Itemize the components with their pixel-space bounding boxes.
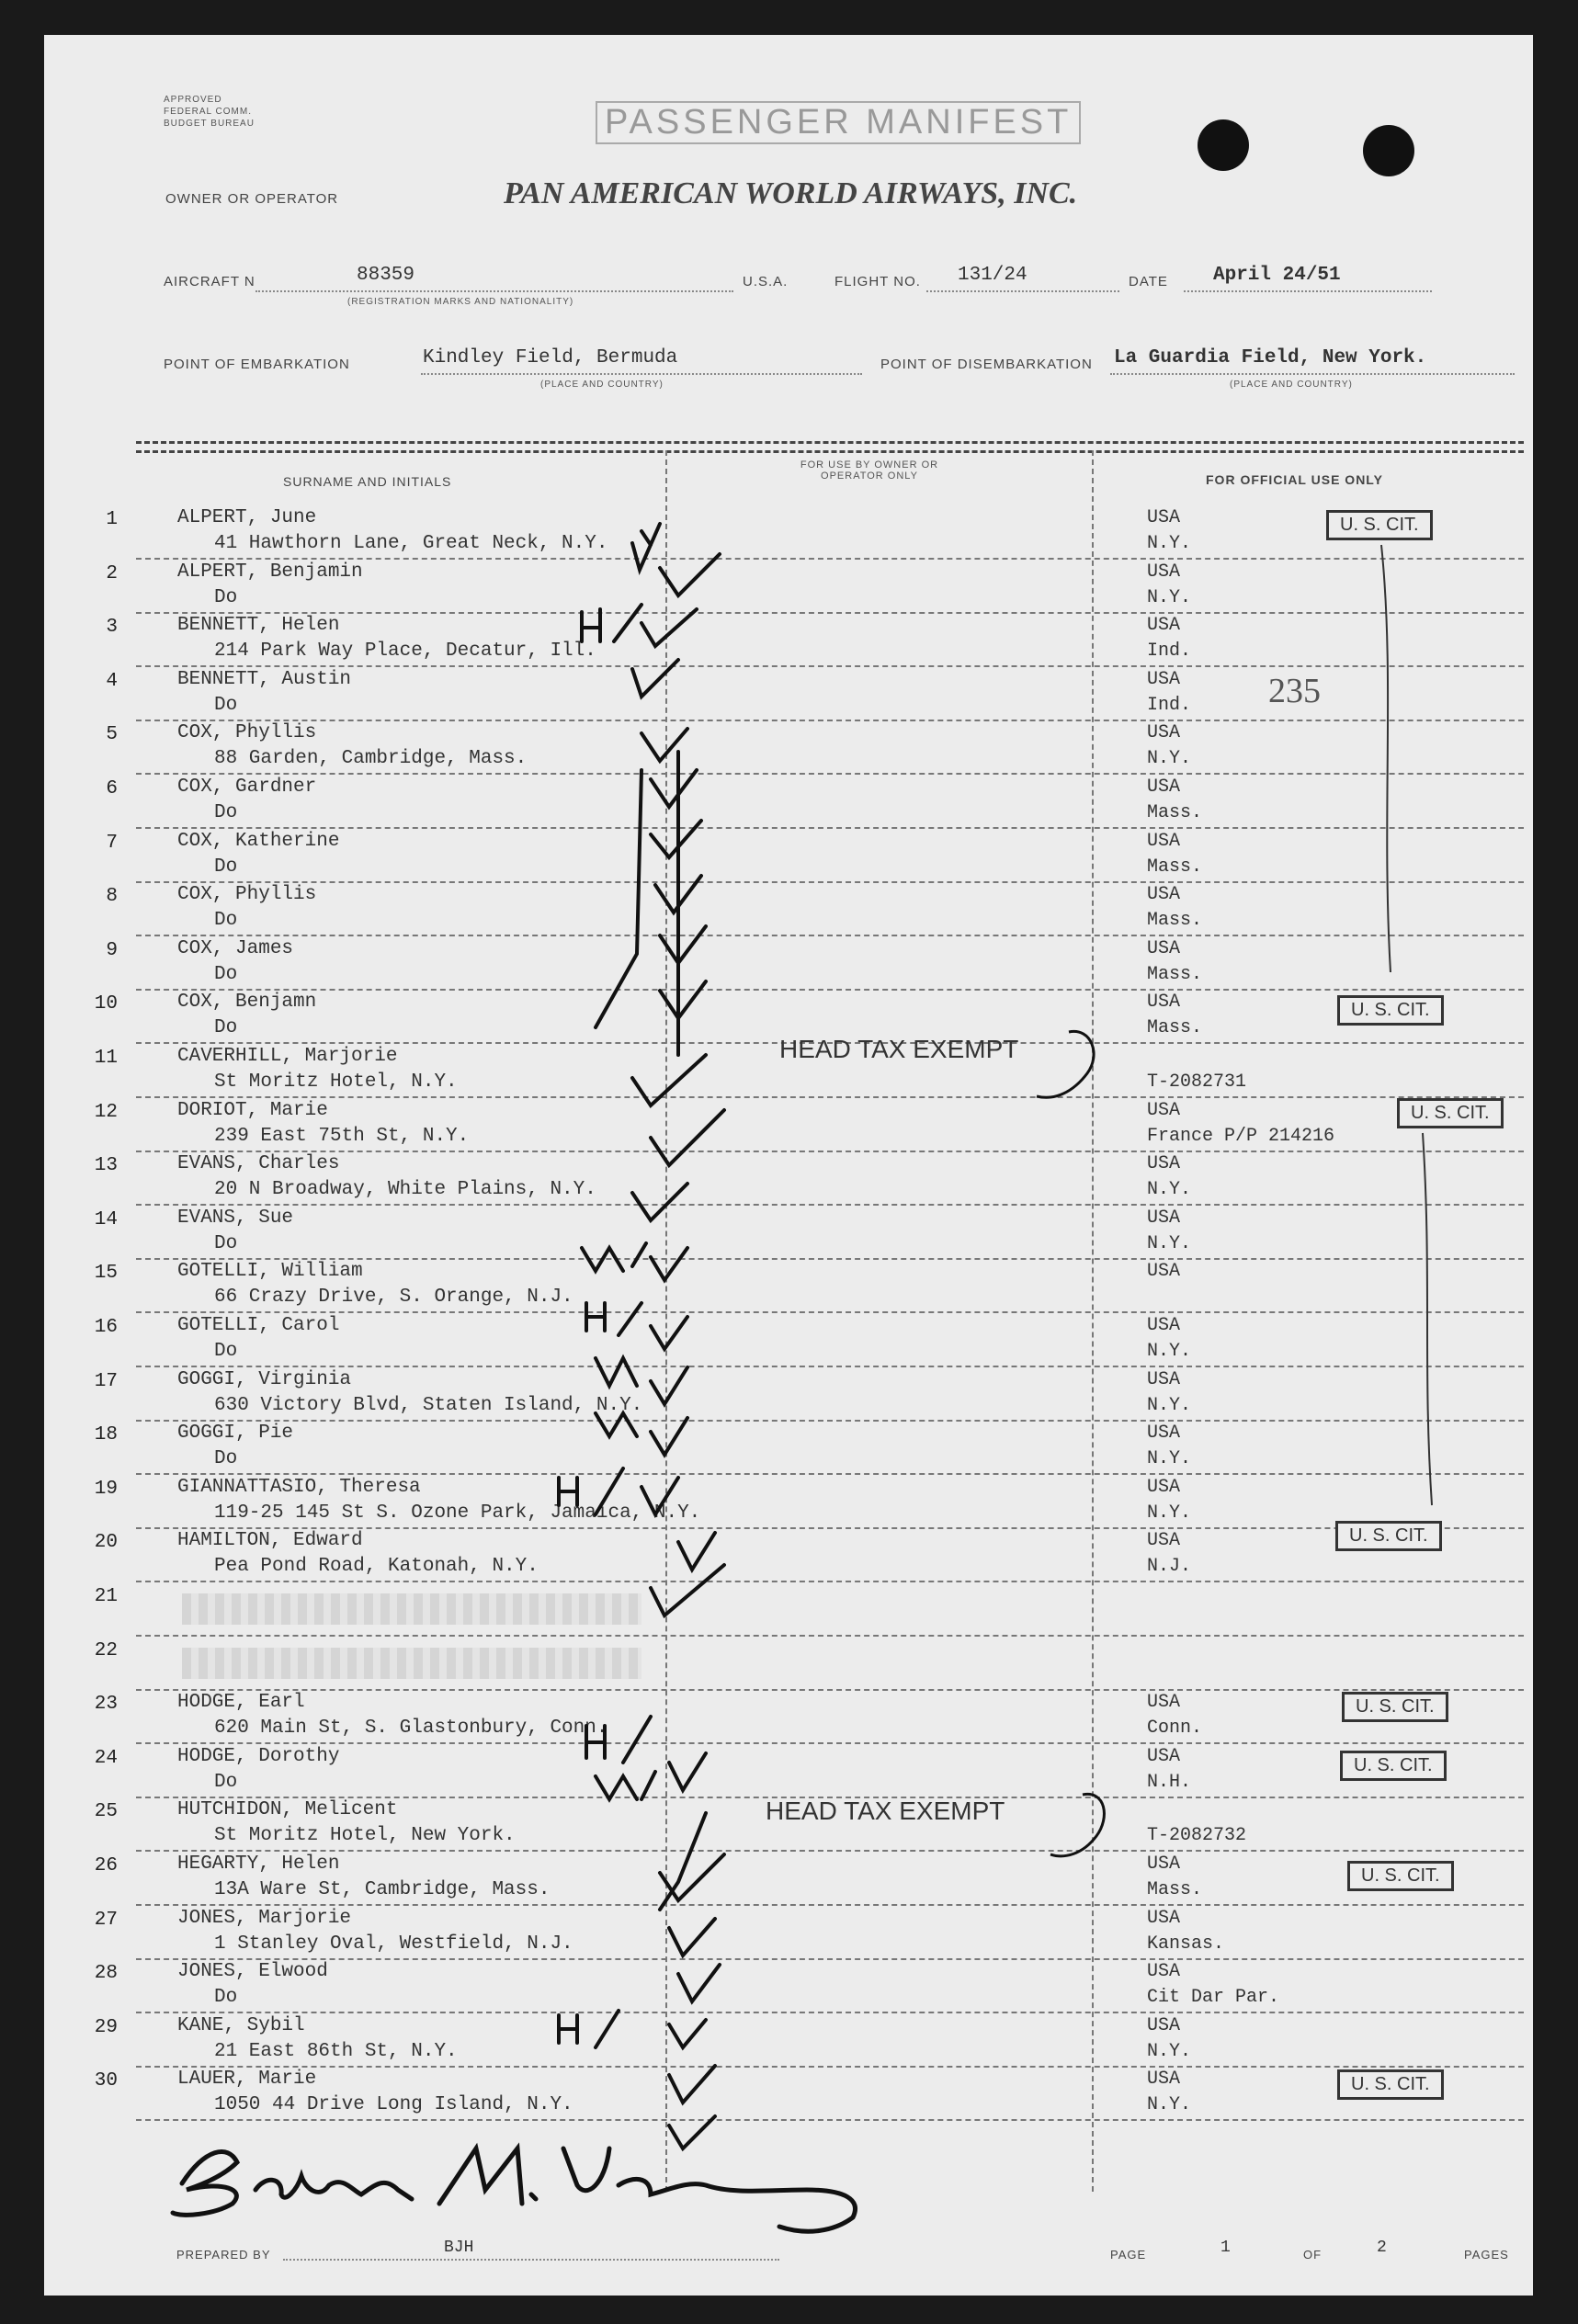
checkmark-icon xyxy=(651,1248,687,1280)
official-residence: Mass. xyxy=(1147,802,1203,823)
row-number: 9 xyxy=(106,940,118,961)
row-number: 3 xyxy=(106,617,118,638)
date-value: April 24/51 xyxy=(1213,265,1341,286)
official-nationality: USA xyxy=(1147,561,1181,583)
official-residence: Cit Dar Par. xyxy=(1147,1987,1280,2008)
disembark-label: POINT OF DISEMBARKATION xyxy=(880,357,1093,372)
checkmark-icon xyxy=(669,2066,715,2103)
official-residence: Mass. xyxy=(1147,1879,1203,1900)
row-number: 25 xyxy=(94,1801,118,1822)
pages-label: PAGES xyxy=(1464,2248,1509,2262)
official-residence: Mass. xyxy=(1147,910,1203,931)
checkmark-icon xyxy=(632,660,678,697)
passenger-name: COX, Benjamn xyxy=(177,992,317,1013)
passenger-name: COX, Phyllis xyxy=(177,884,317,905)
checkmark-icon xyxy=(632,524,660,570)
row-number: 13 xyxy=(94,1155,118,1176)
row-number: 28 xyxy=(94,1963,118,1984)
official-residence: N.Y. xyxy=(1147,1448,1192,1469)
embark-label: POINT OF EMBARKATION xyxy=(164,357,350,372)
passenger-name: HEGARTY, Helen xyxy=(177,1854,340,1875)
passenger-address: 239 East 75th St, N.Y. xyxy=(214,1126,470,1147)
page-value: 1 xyxy=(1220,2239,1231,2257)
embark-sublabel: (PLACE AND COUNTRY) xyxy=(540,380,664,390)
row-number: 8 xyxy=(106,886,118,907)
passenger-name: EVANS, Sue xyxy=(177,1207,294,1229)
row-number: 5 xyxy=(106,724,118,745)
passenger-address: 41 Hawthorn Lane, Great Neck, N.Y. xyxy=(214,533,608,554)
passenger-name: GIANNATTASIO, Theresa xyxy=(177,1477,421,1498)
checkmark-icon xyxy=(651,1367,687,1404)
manifest-sheet xyxy=(44,35,1533,2296)
passenger-address: Do xyxy=(214,964,238,985)
official-residence: N.Y. xyxy=(1147,1179,1192,1200)
passenger-name: HUTCHIDON, Melicent xyxy=(177,1799,398,1820)
row-number: 26 xyxy=(94,1855,118,1876)
column-header-official: FOR OFFICIAL USE ONLY xyxy=(1206,472,1383,487)
us-cit-stamp: U. S. CIT. xyxy=(1335,1521,1442,1551)
passenger-name: JONES, Elwood xyxy=(177,1961,328,1982)
handwritten-wf-mark xyxy=(596,1772,655,1799)
approval-line: FEDERAL COMM. xyxy=(164,107,252,117)
row-number: 30 xyxy=(94,2070,118,2092)
checkmark-icon xyxy=(651,1317,687,1349)
row-number: 6 xyxy=(106,778,118,799)
official-residence: Ind. xyxy=(1147,641,1192,662)
official-nationality: USA xyxy=(1147,1100,1181,1121)
handwritten-h-mark xyxy=(582,605,641,641)
row-number: 7 xyxy=(106,833,118,854)
official-nationality: USA xyxy=(1147,1530,1181,1551)
date-label: DATE xyxy=(1129,274,1168,289)
official-nationality: USA xyxy=(1147,669,1181,690)
official-residence: N.Y. xyxy=(1147,2094,1192,2115)
passenger-name: BENNETT, Helen xyxy=(177,615,340,636)
passenger-name: COX, Katherine xyxy=(177,831,340,852)
official-residence: Mass. xyxy=(1147,964,1203,985)
row-number: 19 xyxy=(94,1479,118,1500)
row-number: 12 xyxy=(94,1102,118,1123)
passenger-address: 66 Crazy Drive, S. Orange, N.J. xyxy=(214,1287,573,1308)
bracket-lines xyxy=(1381,545,1432,1505)
official-residence: N.H. xyxy=(1147,1772,1192,1793)
passenger-name: KANE, Sybil xyxy=(177,2015,305,2036)
form-title: PASSENGER MANIFEST xyxy=(596,101,1081,144)
flight-value: 131/24 xyxy=(958,265,1027,286)
passenger-name: BENNETT, Austin xyxy=(177,669,352,690)
passenger-name: ALPERT, June xyxy=(177,507,317,528)
us-cit-stamp: U. S. CIT. xyxy=(1342,1692,1448,1722)
handwritten-checkmarks xyxy=(559,524,724,2148)
long-stroke xyxy=(596,770,641,1027)
passenger-address: Pea Pond Road, Katonah, N.Y. xyxy=(214,1556,539,1577)
checkmark-icon xyxy=(651,770,697,807)
checkmark-icon xyxy=(651,1565,724,1615)
official-residence: Mass. xyxy=(1147,1017,1203,1038)
passenger-address: Do xyxy=(214,802,238,823)
passenger-address: 13A Ware St, Cambridge, Mass. xyxy=(214,1879,551,1900)
passenger-address: Do xyxy=(214,1341,238,1362)
passenger-name: EVANS, Charles xyxy=(177,1153,340,1174)
official-nationality: USA xyxy=(1147,777,1181,798)
passenger-name: JONES, Marjorie xyxy=(177,1908,352,1929)
handwritten-h-mark xyxy=(586,1303,641,1335)
checkmark-icon xyxy=(660,554,720,595)
row-number: 23 xyxy=(94,1694,118,1715)
row-number: 22 xyxy=(94,1640,118,1661)
official-nationality: USA xyxy=(1147,1746,1181,1767)
approval-line: APPROVED xyxy=(164,95,222,105)
row-number: 14 xyxy=(94,1209,118,1230)
row-number: 17 xyxy=(94,1371,118,1392)
official-nationality: USA xyxy=(1147,1153,1181,1174)
checkmark-icon xyxy=(641,609,697,646)
us-cit-stamp: U. S. CIT. xyxy=(1340,1751,1447,1781)
page-label: PAGE xyxy=(1110,2248,1147,2262)
row-number: 2 xyxy=(106,563,118,584)
passenger-name: HAMILTON, Edward xyxy=(177,1530,363,1551)
handwritten-h-mark xyxy=(586,1717,651,1763)
official-nationality: USA xyxy=(1147,1369,1181,1390)
handwritten-h-mark xyxy=(559,1468,623,1514)
row-number: 11 xyxy=(94,1048,118,1069)
passenger-name: HODGE, Dorothy xyxy=(177,1746,340,1767)
official-residence: N.Y. xyxy=(1147,748,1192,769)
row-number: 20 xyxy=(94,1532,118,1553)
row-number: 18 xyxy=(94,1424,118,1445)
official-residence: T-2082731 xyxy=(1147,1071,1247,1093)
official-residence: T-2082732 xyxy=(1147,1825,1247,1846)
official-nationality: USA xyxy=(1147,1315,1181,1336)
passenger-address: 1050 44 Drive Long Island, N.Y. xyxy=(214,2094,573,2115)
checkmark-icon xyxy=(678,1533,715,1570)
passenger-address: St Moritz Hotel, N.Y. xyxy=(214,1071,458,1093)
passenger-address: 620 Main St, S. Glastonbury, Conn. xyxy=(214,1717,608,1739)
official-residence: France P/P 214216 xyxy=(1147,1126,1335,1147)
official-residence: Ind. xyxy=(1147,695,1192,716)
checkmark-icon xyxy=(660,926,706,963)
checkmark-icon xyxy=(669,1919,715,1956)
passenger-name: HODGE, Earl xyxy=(177,1692,305,1713)
official-nationality: USA xyxy=(1147,615,1181,636)
bracket-mark xyxy=(1050,1794,1104,1855)
official-nationality: USA xyxy=(1147,1477,1181,1498)
embark-value: Kindley Field, Bermuda xyxy=(423,347,678,368)
of-label: OF xyxy=(1303,2248,1323,2262)
passenger-name: COX, Phyllis xyxy=(177,722,317,743)
flight-label: FLIGHT NO. xyxy=(834,274,921,289)
us-cit-stamp: U. S. CIT. xyxy=(1397,1098,1504,1128)
official-residence: N.Y. xyxy=(1147,587,1192,608)
disembark-sublabel: (PLACE AND COUNTRY) xyxy=(1230,380,1353,390)
official-nationality: USA xyxy=(1147,1908,1181,1929)
country-label: U.S.A. xyxy=(743,274,789,289)
official-residence: N.Y. xyxy=(1147,1233,1192,1254)
brace-line xyxy=(1423,1133,1432,1505)
official-nationality: USA xyxy=(1147,2069,1181,2090)
row-number: 24 xyxy=(94,1748,118,1769)
head-tax-exempt-stamp: HEAD TAX EXEMPT xyxy=(766,1797,1005,1825)
passenger-address: 214 Park Way Place, Decatur, Ill. xyxy=(214,641,596,662)
passenger-address: Do xyxy=(214,1017,238,1038)
checkmark-icon xyxy=(632,1184,687,1220)
official-residence: N.Y. xyxy=(1147,533,1192,554)
official-nationality: USA xyxy=(1147,2015,1181,2036)
official-residence: Kansas. xyxy=(1147,1933,1225,1955)
row-number: 29 xyxy=(94,2017,118,2038)
passenger-address: Do xyxy=(214,1233,238,1254)
official-residence: N.Y. xyxy=(1147,1395,1192,1416)
checkmark-icon xyxy=(651,821,701,857)
of-value: 2 xyxy=(1377,2239,1387,2257)
official-residence: N.Y. xyxy=(1147,1502,1192,1524)
checkmark-icon xyxy=(632,1055,706,1105)
row-number: 1 xyxy=(106,509,118,530)
handwritten-h-mark xyxy=(559,2011,619,2047)
official-residence: N.Y. xyxy=(1147,1341,1192,1362)
passenger-name: COX, Gardner xyxy=(177,777,317,798)
passenger-name: GOTELLI, Carol xyxy=(177,1315,340,1336)
passenger-address: Do xyxy=(214,910,238,931)
head-tax-brackets xyxy=(1037,1031,1104,1855)
official-nationality: USA xyxy=(1147,1854,1181,1875)
signature xyxy=(173,2148,856,2231)
passenger-address: 88 Garden, Cambridge, Mass. xyxy=(214,748,528,769)
passenger-address: 630 Victory Blvd, Staten Island, N.Y. xyxy=(214,1395,643,1416)
head-tax-exempt-stamp: HEAD TAX EXEMPT xyxy=(779,1035,1019,1063)
passenger-address: Do xyxy=(214,856,238,878)
handwritten-wf-mark xyxy=(582,1243,646,1271)
official-residence: Mass. xyxy=(1147,856,1203,878)
row-number: 27 xyxy=(94,1910,118,1931)
official-nationality: USA xyxy=(1147,938,1181,959)
official-nationality: USA xyxy=(1147,722,1181,743)
official-residence: N.J. xyxy=(1147,1556,1192,1577)
passenger-name: LAUER, Marie xyxy=(177,2069,317,2090)
checkmark-icon xyxy=(651,1418,687,1455)
prepared-label: PREPARED BY xyxy=(176,2248,271,2262)
checkmark-icon xyxy=(641,729,687,761)
aircraft-value: 88359 xyxy=(357,265,415,286)
checkmark-icon xyxy=(660,981,706,1018)
passenger-address: Do xyxy=(214,1772,238,1793)
passenger-name: COX, James xyxy=(177,938,294,959)
official-nationality: USA xyxy=(1147,1692,1181,1713)
approval-line: BUDGET BUREAU xyxy=(164,119,255,129)
passenger-address: Do xyxy=(214,695,238,716)
handwritten-wf-mark xyxy=(596,1358,637,1386)
checkmark-icon xyxy=(669,2116,715,2148)
bracket-mark xyxy=(1037,1031,1094,1097)
checkmark-icon xyxy=(669,1753,706,1790)
us-cit-stamp: U. S. CIT. xyxy=(1337,2069,1444,2100)
passenger-address: Do xyxy=(214,587,238,608)
aircraft-label: AIRCRAFT N xyxy=(164,274,255,289)
us-cit-stamp: U. S. CIT. xyxy=(1337,995,1444,1026)
official-nationality: USA xyxy=(1147,507,1181,528)
checkmark-icon xyxy=(651,1110,724,1165)
passenger-address: 119-25 145 St S. Ozone Park, Jamaica, N.Y. xyxy=(214,1502,701,1524)
official-nationality: USA xyxy=(1147,1207,1181,1229)
owner-label: OWNER OR OPERATOR xyxy=(165,191,339,207)
official-residence: Conn. xyxy=(1147,1717,1203,1739)
brace-line xyxy=(1381,545,1391,972)
row-number: 16 xyxy=(94,1317,118,1338)
passenger-name: GOTELLI, William xyxy=(177,1261,363,1282)
official-nationality: USA xyxy=(1147,992,1181,1013)
pen-marks xyxy=(44,35,1533,2296)
us-cit-stamp: U. S. CIT. xyxy=(1347,1861,1454,1891)
count-stamp: 235 xyxy=(1268,672,1321,710)
passenger-name: GOGGI, Pie xyxy=(177,1423,294,1444)
passenger-address: 20 N Broadway, White Plains, N.Y. xyxy=(214,1179,596,1200)
us-cit-stamp: U. S. CIT. xyxy=(1326,510,1433,540)
official-nationality: USA xyxy=(1147,884,1181,905)
passenger-address: Do xyxy=(214,1987,238,2008)
passenger-name: DORIOT, Marie xyxy=(177,1100,328,1121)
column-header-surname: SURNAME AND INITIALS xyxy=(283,474,452,489)
passenger-address: 1 Stanley Oval, Westfield, N.J. xyxy=(214,1933,573,1955)
passenger-name: ALPERT, Benjamin xyxy=(177,561,363,583)
official-residence: N.Y. xyxy=(1147,2041,1192,2062)
aircraft-sublabel: (REGISTRATION MARKS AND NATIONALITY) xyxy=(347,297,574,307)
passenger-name: GOGGI, Virginia xyxy=(177,1369,352,1390)
row-number: 15 xyxy=(94,1263,118,1284)
row-number: 21 xyxy=(94,1586,118,1607)
prepared-value: BJH xyxy=(444,2239,474,2257)
official-nationality: USA xyxy=(1147,1423,1181,1444)
row-number: 4 xyxy=(106,671,118,692)
handwritten-wf-mark xyxy=(596,1413,637,1436)
official-nationality: USA xyxy=(1147,831,1181,852)
row-number: 10 xyxy=(94,993,118,1015)
official-nationality: USA xyxy=(1147,1961,1181,1982)
checkmark-icon xyxy=(641,1478,678,1514)
official-nationality: USA xyxy=(1147,1261,1181,1282)
checkmark-icon xyxy=(669,2020,706,2047)
disembark-value: La Guardia Field, New York. xyxy=(1114,347,1427,368)
passenger-address: St Moritz Hotel, New York. xyxy=(214,1825,516,1846)
owner-value: PAN AMERICAN WORLD AIRWAYS, INC. xyxy=(504,176,1078,210)
passenger-name: CAVERHILL, Marjorie xyxy=(177,1046,398,1067)
passenger-address: 21 East 86th St, N.Y. xyxy=(214,2041,458,2062)
checkmark-icon xyxy=(678,1965,720,2001)
column-header-owner: FOR USE BY OWNER OR OPERATOR ONLY xyxy=(800,459,939,482)
passenger-address: Do xyxy=(214,1448,238,1469)
